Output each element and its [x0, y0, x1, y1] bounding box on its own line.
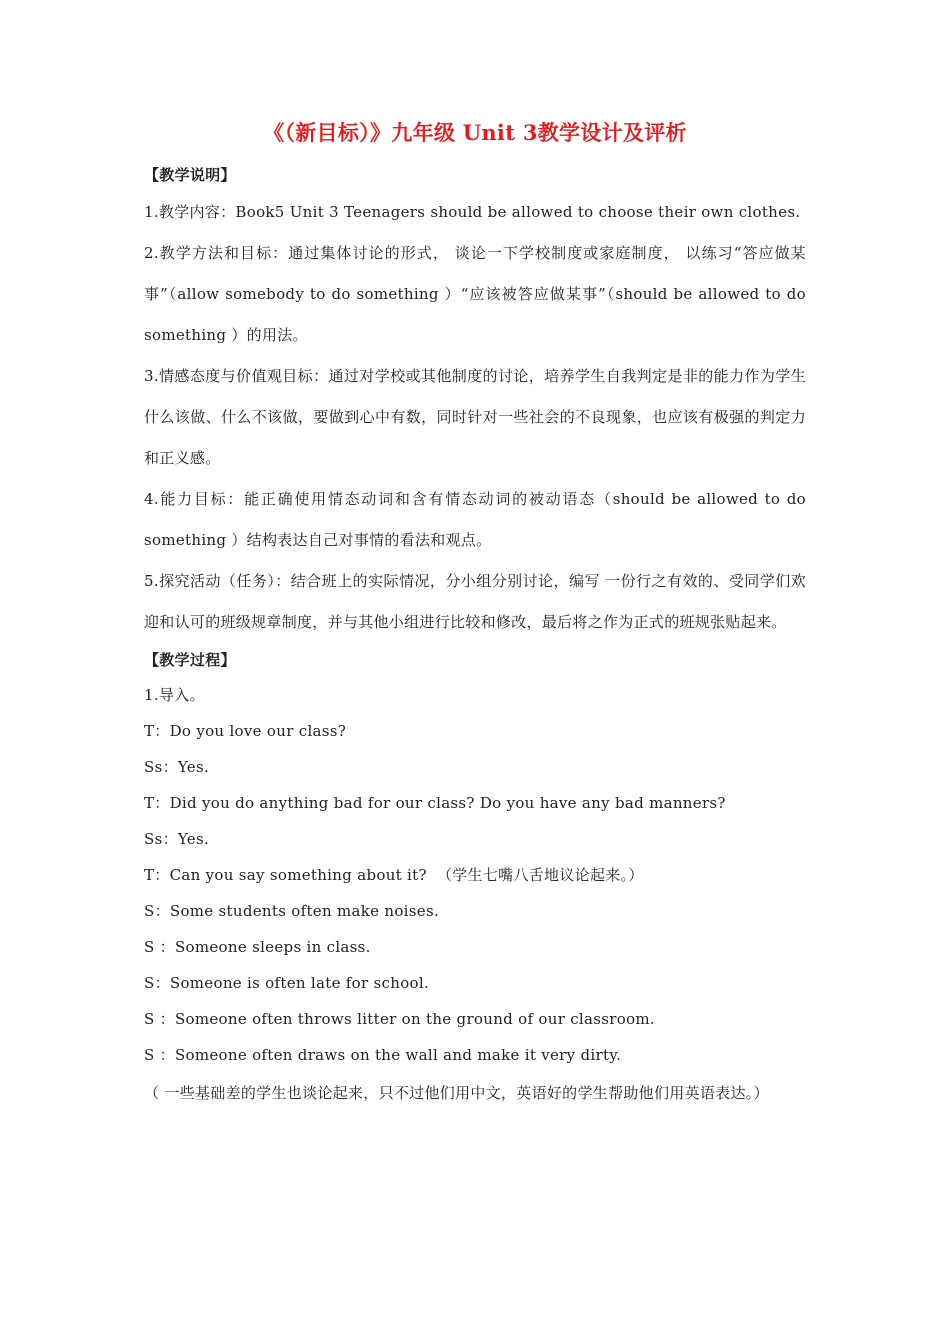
- document-title: 《（新目标）》九年级 Unit 3教学设计及评析: [263, 120, 687, 145]
- document-page: [144, 118, 806, 1114]
- dialogue-line: S：Some students often make noises.: [144, 902, 440, 920]
- inquiry-activity: 5.探究活动（任务）：结合班上的实际情况，分小组分别讨论，编写 一份行之有效的、受同学们欢迎和认可的班级规章制度，并与其他小组进行比较和修改，最后将之作为正式的班规张贴起来。: [144, 572, 806, 631]
- dialogue-line: T：Do you love our class?: [144, 722, 347, 740]
- step-lead-in: 1.导入。: [144, 686, 205, 704]
- dialogue-line: T：Did you do anything bad for our class? Do you have any bad manners?: [144, 794, 726, 812]
- section-heading-teaching-notes: 【教学说明】: [144, 166, 236, 184]
- dialogue-line: Ss：Yes.: [144, 758, 210, 776]
- dialogue-line: T：Can you say something about it? （学生七嘴八舌地议论起来。）: [144, 866, 644, 884]
- process-note: （ 一些基础差的学生也谈论起来，只不过他们用中文，英语好的学生帮助他们用英语表达。）: [144, 1084, 769, 1102]
- teaching-method-goals: 2.教学方法和目标：通过集体讨论的形式， 谈论一下学校制度或家庭制度， 以练习“答应做某事”（allow somebody to do something ）“应该被答应做某事”（should be allowed to do something ）的用法。: [144, 244, 806, 344]
- dialogue-line: S：Someone is often late for school.: [144, 974, 430, 992]
- ability-goals: 4.能力目标：能正确使用情态动词和含有情态动词的被动语态（should be allowed to do something ）结构表达自己对事情的看法和观点。: [144, 490, 806, 549]
- dialogue-line: Ss：Yes.: [144, 830, 210, 848]
- dialogue-line: S ：Someone often throws litter on the ground of our classroom.: [144, 1010, 655, 1028]
- dialogue-line: S ：Someone sleeps in class.: [144, 938, 371, 956]
- emotional-goals: 3.情感态度与价值观目标：通过对学校或其他制度的讨论，培养学生自我判定是非的能力作为学生什么该做、什么不该做，要做到心中有数，同时针对一些社会的不良现象，也应该有极强的判定力和正义感。: [144, 367, 806, 467]
- teaching-content: 1.教学内容：Book5 Unit 3 Teenagers should be allowed to choose their own clothes.: [144, 203, 801, 221]
- section-heading-teaching-process: 【教学过程】: [144, 651, 236, 669]
- dialogue-line: S ：Someone often draws on the wall and make it very dirty.: [144, 1046, 622, 1064]
